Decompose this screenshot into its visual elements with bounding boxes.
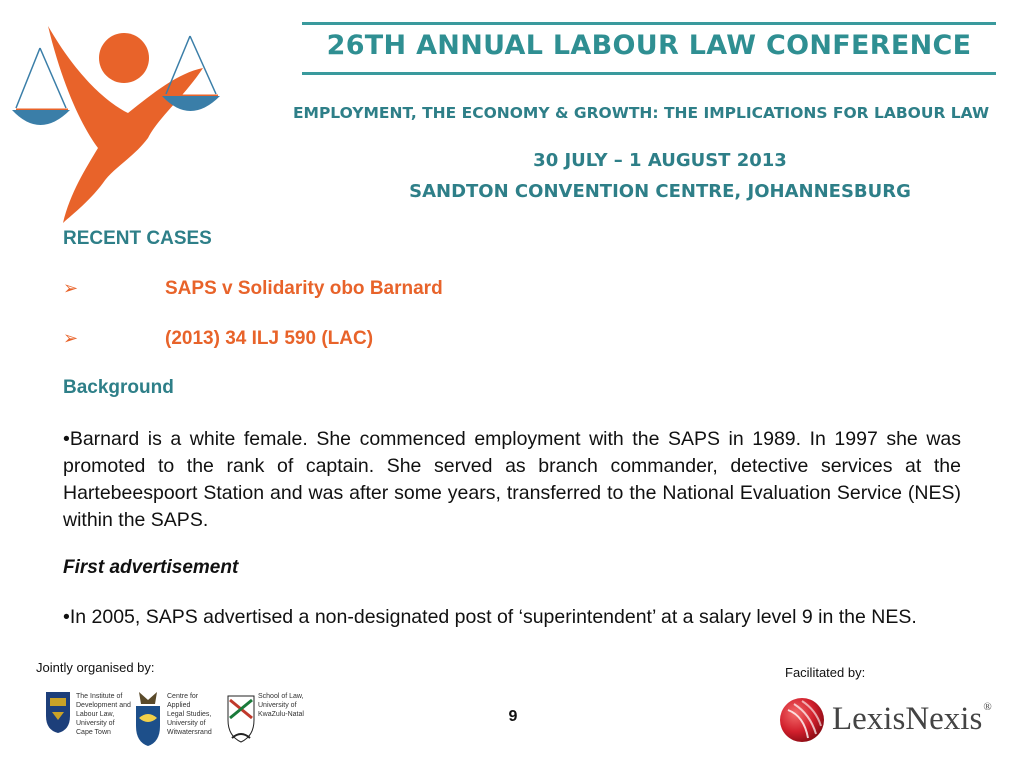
- page-number: 9: [508, 708, 518, 725]
- partner-uct-name: The Institute of Development and Labour Law, University of Cape Town: [76, 693, 131, 736]
- case-name: SAPS v Solidarity obo Barnard: [165, 278, 443, 299]
- conference-logo-icon: [8, 18, 223, 233]
- jointly-organised-label: Jointly organised by:: [36, 660, 155, 675]
- background-paragraph: •Barnard is a white female. She commenced employment with the SAPS in 1989. In 1997 she was promoted to the rank of captain. She served as branch commander, detective services at the Hartebeespoort Station and was after some years, transferred to the National Evaluation Service (NES) within the SAPS.: [63, 428, 961, 531]
- first-advertisement-heading: First advertisement: [63, 557, 239, 578]
- uct-crest-icon: [44, 690, 72, 739]
- partner-ukzn-name: School of Law, University of KwaZulu-Natal: [258, 693, 304, 718]
- wits-crest-icon: [133, 690, 163, 753]
- facilitated-by-label: Facilitated by:: [785, 665, 866, 680]
- arrow-bullet-icon: ➢: [63, 328, 79, 348]
- registered-mark: ®: [983, 701, 992, 713]
- first-advertisement-paragraph: •In 2005, SAPS advertised a non-designated post of ‘superintendent’ at a salary level 9 in the NES.: [63, 606, 917, 628]
- header-rule-bottom: [302, 72, 996, 75]
- conference-theme: EMPLOYMENT, THE ECONOMY & GROWTH: THE IMPLICATIONS FOR LABOUR LAW: [292, 104, 990, 122]
- partner-wits-name: Centre for Applied Legal Studies, University of Witwatersrand: [167, 693, 212, 736]
- background-heading: Background: [63, 377, 174, 398]
- conference-venue: SANDTON CONVENTION CENTRE, JOHANNESBURG: [409, 181, 911, 202]
- lexisnexis-sphere-icon: [778, 696, 826, 749]
- lexisnexis-wordmark: [832, 701, 992, 738]
- header-rule-top: [302, 22, 996, 25]
- arrow-bullet-icon: ➢: [63, 278, 79, 298]
- conference-title: 26TH ANNUAL LABOUR LAW CONFERENCE: [326, 30, 972, 61]
- sponsor-name: LexisNexis: [832, 701, 983, 737]
- recent-cases-heading: RECENT CASES: [63, 228, 212, 249]
- ukzn-crest-icon: [226, 690, 256, 751]
- conference-dates: 30 JULY – 1 AUGUST 2013: [533, 150, 787, 171]
- case-citation: (2013) 34 ILJ 590 (LAC): [165, 328, 374, 349]
